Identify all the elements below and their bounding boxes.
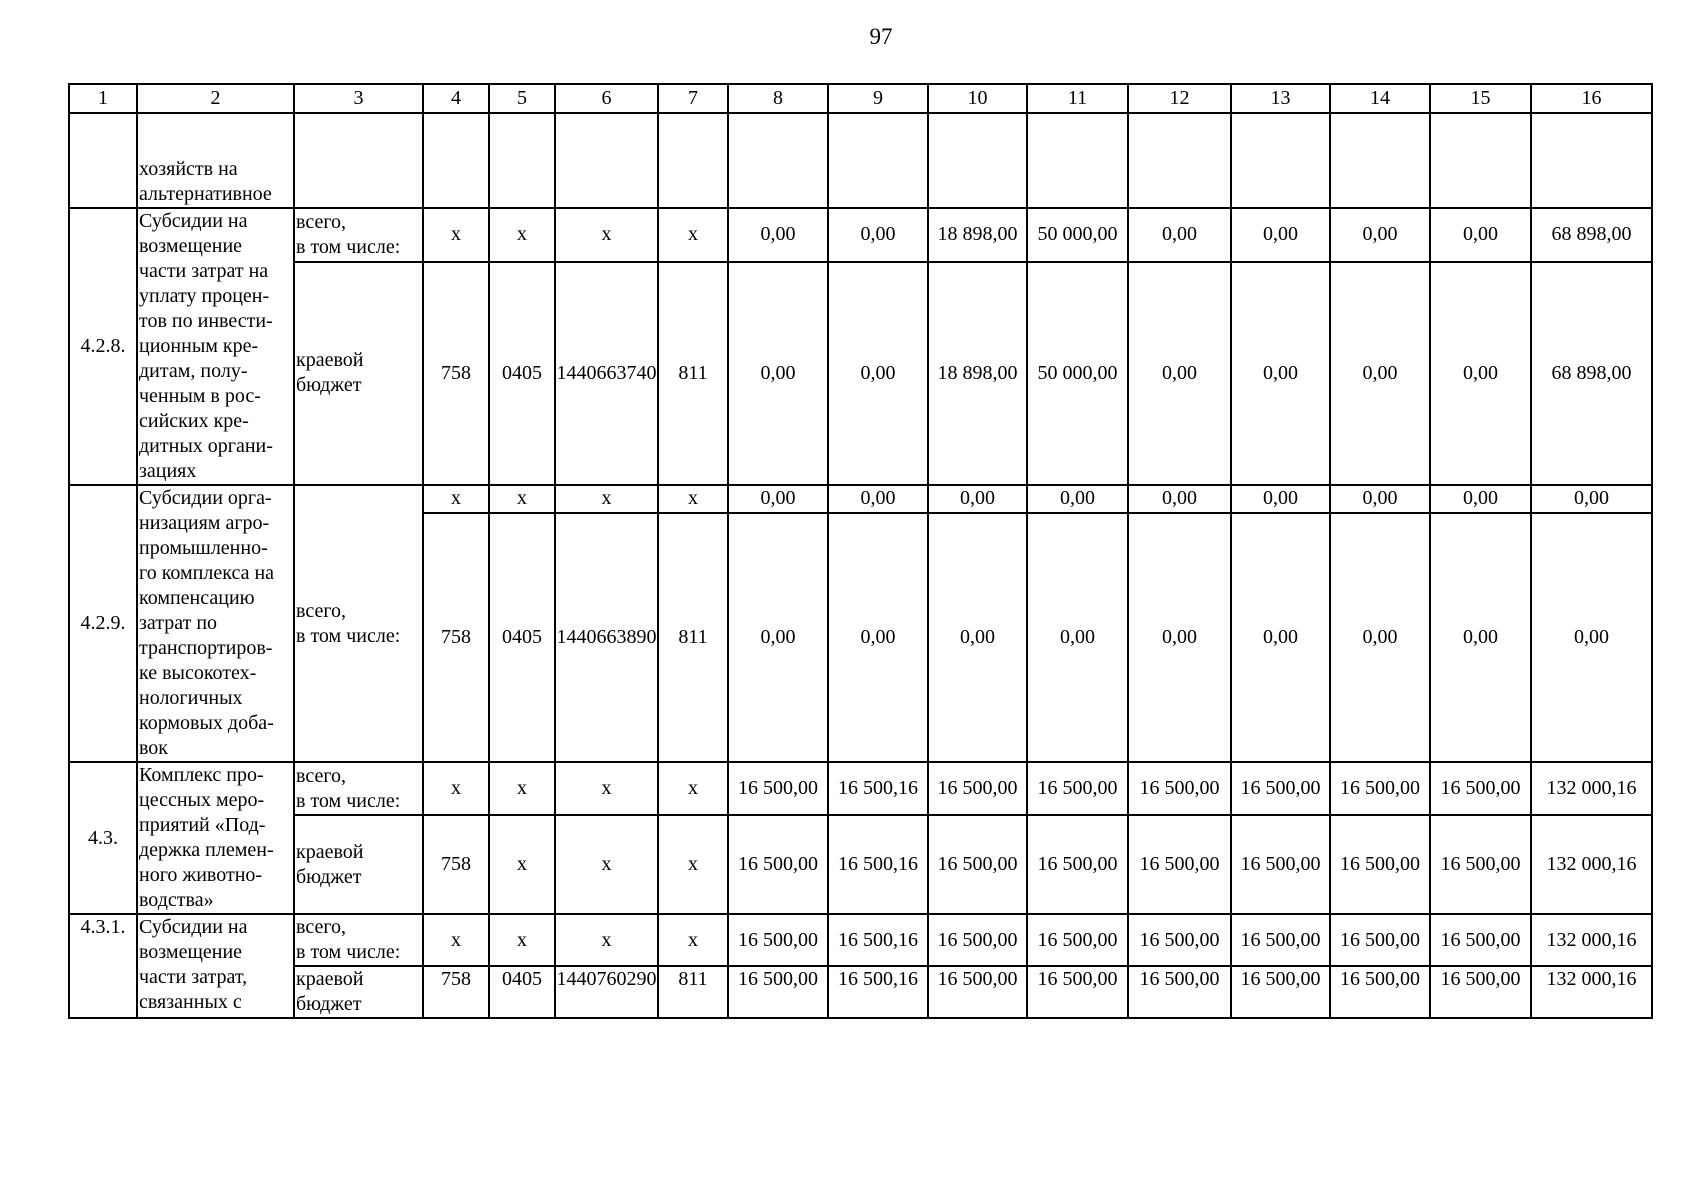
value-col-9: 0,00	[828, 208, 928, 262]
text-line: части затрат на	[139, 260, 269, 282]
header-col-7: 7	[658, 84, 728, 113]
text-line: части затрат,	[139, 966, 248, 988]
empty-cell	[555, 113, 658, 208]
value-col-15: 0,00	[1430, 485, 1531, 513]
empty-cell	[828, 113, 928, 208]
text-line: возмещение	[139, 235, 243, 257]
value-col-12: 0,00	[1128, 208, 1231, 262]
text-line: ченным в рос-	[139, 385, 261, 407]
code-col-5: х	[489, 815, 555, 914]
text-line: Субсидии на	[139, 210, 248, 232]
funding-source	[294, 485, 423, 762]
empty-cell	[1430, 113, 1531, 208]
text-line: уплату процен-	[139, 285, 270, 307]
code-col-5: х	[489, 208, 555, 262]
table-row	[69, 113, 1652, 208]
text-line: возмещение	[139, 941, 243, 963]
table-row	[69, 762, 1652, 815]
value-col-12: 0,00	[1128, 485, 1231, 513]
value-col-8: 0,00	[728, 262, 828, 485]
value-col-15: 16 500,00	[1430, 914, 1531, 966]
code-col-7: 811	[658, 513, 728, 762]
header-col-9: 9	[828, 84, 928, 113]
text-line: в том числе:	[296, 235, 401, 258]
code-col-6: 1440760290	[555, 966, 658, 1018]
value-col-14: 0,00	[1330, 262, 1430, 485]
empty-cell	[728, 113, 828, 208]
value-col-16: 132 000,16	[1531, 762, 1652, 815]
code-col-5: х	[489, 914, 555, 966]
header-col-8: 8	[728, 84, 828, 113]
code-col-4: х	[423, 762, 489, 815]
value-col-14: 16 500,00	[1330, 914, 1430, 966]
row-name	[137, 208, 294, 485]
value-col-8: 0,00	[728, 208, 828, 262]
text-line: промышленно-	[139, 537, 268, 559]
value-col-13: 16 500,00	[1231, 914, 1330, 966]
value-col-8: 16 500,00	[728, 966, 828, 1018]
value-col-13: 0,00	[1231, 513, 1330, 762]
code-col-6: 1440663740	[555, 262, 658, 485]
text-line: ке высокотех-	[139, 662, 257, 684]
value-col-12: 16 500,00	[1128, 762, 1231, 815]
code-col-7: 811	[658, 262, 728, 485]
table-row	[69, 208, 1652, 262]
header-col-14: 14	[1330, 84, 1430, 113]
code-col-5: 0405	[489, 262, 555, 485]
value-col-12: 0,00	[1128, 513, 1231, 762]
text-line: бюджет	[296, 374, 362, 397]
header-col-16: 16	[1531, 84, 1652, 113]
row-number	[69, 113, 137, 208]
text-line: нологичных	[139, 687, 243, 709]
value-col-9: 0,00	[828, 485, 928, 513]
table-row	[69, 262, 1652, 485]
code-col-6: х	[555, 914, 658, 966]
table-row	[69, 815, 1652, 914]
table-row	[69, 84, 1652, 113]
value-col-15: 0,00	[1430, 513, 1531, 762]
row-number: 4.2.9.	[69, 485, 137, 762]
value-col-16: 0,00	[1531, 513, 1652, 762]
value-col-15: 16 500,00	[1430, 762, 1531, 815]
value-col-10: 16 500,00	[928, 966, 1027, 1018]
value-col-12: 16 500,00	[1128, 815, 1231, 914]
text-line: всего,	[296, 916, 347, 938]
code-col-6: 1440663890	[555, 513, 658, 762]
header-col-11: 11	[1027, 84, 1128, 113]
code-col-7: х	[658, 815, 728, 914]
value-col-8: 0,00	[728, 513, 828, 762]
value-col-10: 18 898,00	[928, 262, 1027, 485]
value-col-11: 16 500,00	[1027, 966, 1128, 1018]
value-col-10: 16 500,00	[928, 815, 1027, 914]
text-line: ционным кре-	[139, 335, 259, 357]
text-line: в том числе:	[296, 624, 401, 647]
empty-cell	[489, 113, 555, 208]
empty-cell	[1128, 113, 1231, 208]
code-col-5: 0405	[489, 966, 555, 1018]
code-col-5: х	[489, 485, 555, 513]
text-line: транспортиров-	[139, 637, 273, 659]
page-number: 97	[869, 24, 893, 49]
text-line: ного животно-	[139, 864, 263, 886]
value-col-8: 0,00	[728, 485, 828, 513]
row-name	[137, 485, 294, 762]
row-name	[137, 113, 294, 208]
row-number: 4.2.8.	[69, 208, 137, 485]
text-line: краевой	[296, 968, 364, 990]
value-col-14: 16 500,00	[1330, 815, 1430, 914]
text-line: кормовых доба-	[139, 712, 274, 734]
funding-source	[294, 762, 423, 815]
value-col-12: 16 500,00	[1128, 914, 1231, 966]
empty-cell	[1027, 113, 1128, 208]
code-col-7: х	[658, 208, 728, 262]
header-col-10: 10	[928, 84, 1027, 113]
empty-cell	[294, 113, 423, 208]
code-col-4: 758	[423, 966, 489, 1018]
value-col-13: 0,00	[1231, 485, 1330, 513]
code-col-6: х	[555, 208, 658, 262]
funding-source	[294, 262, 423, 485]
text-line: затрат по	[139, 612, 218, 634]
text-line: водства»	[139, 889, 214, 911]
value-col-14: 16 500,00	[1330, 762, 1430, 815]
header-col-4: 4	[423, 84, 489, 113]
text-line: краевой	[296, 840, 364, 863]
value-col-13: 0,00	[1231, 262, 1330, 485]
value-col-13: 16 500,00	[1231, 966, 1330, 1018]
text-line: зациях	[139, 460, 197, 482]
code-col-4: х	[423, 485, 489, 513]
value-col-8: 16 500,00	[728, 762, 828, 815]
header-col-13: 13	[1231, 84, 1330, 113]
value-col-15: 16 500,00	[1430, 815, 1531, 914]
empty-cell	[1531, 113, 1652, 208]
code-col-4: х	[423, 914, 489, 966]
value-col-14: 0,00	[1330, 485, 1430, 513]
value-col-12: 0,00	[1128, 262, 1231, 485]
value-col-16: 132 000,16	[1531, 966, 1652, 1018]
value-col-13: 16 500,00	[1231, 815, 1330, 914]
value-col-16: 132 000,16	[1531, 815, 1652, 914]
value-col-9: 16 500,16	[828, 914, 928, 966]
empty-cell	[423, 113, 489, 208]
table-row	[69, 966, 1652, 1018]
value-col-15: 0,00	[1430, 262, 1531, 485]
text-line: тов по инвести-	[139, 310, 273, 332]
budget-table	[68, 83, 1653, 1019]
value-col-14: 0,00	[1330, 208, 1430, 262]
value-col-12: 16 500,00	[1128, 966, 1231, 1018]
code-col-4: х	[423, 208, 489, 262]
code-col-7: х	[658, 914, 728, 966]
empty-cell	[658, 113, 728, 208]
code-col-5: 0405	[489, 513, 555, 762]
value-col-16: 68 898,00	[1531, 262, 1652, 485]
value-col-9: 16 500,16	[828, 762, 928, 815]
text-line: низациям агро-	[139, 512, 270, 534]
value-col-8: 16 500,00	[728, 815, 828, 914]
row-number: 4.3.	[69, 762, 137, 914]
text-line: бюджет	[296, 993, 362, 1015]
value-col-10: 16 500,00	[928, 914, 1027, 966]
text-line: в том числе:	[296, 941, 401, 963]
header-col-2: 2	[137, 84, 294, 113]
value-col-11: 50 000,00	[1027, 208, 1128, 262]
value-col-11: 0,00	[1027, 513, 1128, 762]
value-col-11: 16 500,00	[1027, 815, 1128, 914]
empty-cell	[1231, 113, 1330, 208]
value-col-10: 0,00	[928, 485, 1027, 513]
row-name	[137, 914, 294, 1018]
value-col-14: 0,00	[1330, 513, 1430, 762]
funding-source	[294, 966, 423, 1018]
value-col-10: 16 500,00	[928, 762, 1027, 815]
text-line: связанных с	[139, 991, 242, 1013]
header-col-1: 1	[69, 84, 137, 113]
empty-cell	[1330, 113, 1430, 208]
value-col-13: 0,00	[1231, 208, 1330, 262]
value-col-11: 16 500,00	[1027, 914, 1128, 966]
funding-source	[294, 815, 423, 914]
text-line: в том числе:	[296, 789, 401, 812]
value-col-14: 16 500,00	[1330, 966, 1430, 1018]
value-col-8: 16 500,00	[728, 914, 828, 966]
text-line: дитам, полу-	[139, 360, 248, 382]
value-col-10: 0,00	[928, 513, 1027, 762]
header-col-3: 3	[294, 84, 423, 113]
text-line: краевой	[296, 349, 364, 372]
value-col-15: 0,00	[1430, 208, 1531, 262]
text-line: Комплекс про-	[139, 764, 264, 786]
text-line: альтернативное	[139, 183, 272, 205]
header-col-5: 5	[489, 84, 555, 113]
value-col-15: 16 500,00	[1430, 966, 1531, 1018]
text-line: бюджет	[296, 865, 362, 888]
empty-cell	[928, 113, 1027, 208]
code-col-6: х	[555, 485, 658, 513]
code-col-4: 758	[423, 513, 489, 762]
text-line: всего,	[296, 599, 347, 622]
text-line: всего,	[296, 210, 347, 233]
code-col-7: х	[658, 762, 728, 815]
value-col-11: 0,00	[1027, 485, 1128, 513]
text-line: всего,	[296, 764, 347, 787]
text-line: Субсидии орга-	[139, 487, 272, 509]
code-col-7: 811	[658, 966, 728, 1018]
row-name	[137, 762, 294, 914]
code-col-6: х	[555, 815, 658, 914]
value-col-10: 18 898,00	[928, 208, 1027, 262]
code-col-4: 758	[423, 815, 489, 914]
value-col-9: 0,00	[828, 513, 928, 762]
text-line: приятий «Под-	[139, 814, 266, 836]
value-col-11: 50 000,00	[1027, 262, 1128, 485]
value-col-16: 132 000,16	[1531, 914, 1652, 966]
header-col-6: 6	[555, 84, 658, 113]
funding-source	[294, 914, 423, 966]
value-col-9: 16 500,16	[828, 966, 928, 1018]
table-row	[69, 914, 1652, 966]
text-line: дитных органи-	[139, 435, 273, 457]
text-line: компенсацию	[139, 587, 255, 609]
text-line: вок	[139, 737, 169, 759]
header-col-12: 12	[1128, 84, 1231, 113]
text-line: го комплекса на	[139, 562, 275, 584]
text-line: держка племен-	[139, 839, 274, 861]
funding-source	[294, 208, 423, 262]
code-col-7: х	[658, 485, 728, 513]
text-line: цессных меро-	[139, 789, 265, 811]
code-col-6: х	[555, 762, 658, 815]
code-col-4: 758	[423, 262, 489, 485]
code-col-5: х	[489, 762, 555, 815]
value-col-16: 0,00	[1531, 485, 1652, 513]
value-col-13: 16 500,00	[1231, 762, 1330, 815]
text-line: сийских кре-	[139, 410, 249, 432]
row-number: 4.3.1.	[69, 914, 137, 1018]
text-line: хозяйств на	[139, 158, 238, 180]
value-col-9: 0,00	[828, 262, 928, 485]
value-col-9: 16 500,16	[828, 815, 928, 914]
table-row	[69, 485, 1652, 513]
header-col-15: 15	[1430, 84, 1531, 113]
value-col-11: 16 500,00	[1027, 762, 1128, 815]
text-line: Субсидии на	[139, 916, 248, 938]
value-col-16: 68 898,00	[1531, 208, 1652, 262]
